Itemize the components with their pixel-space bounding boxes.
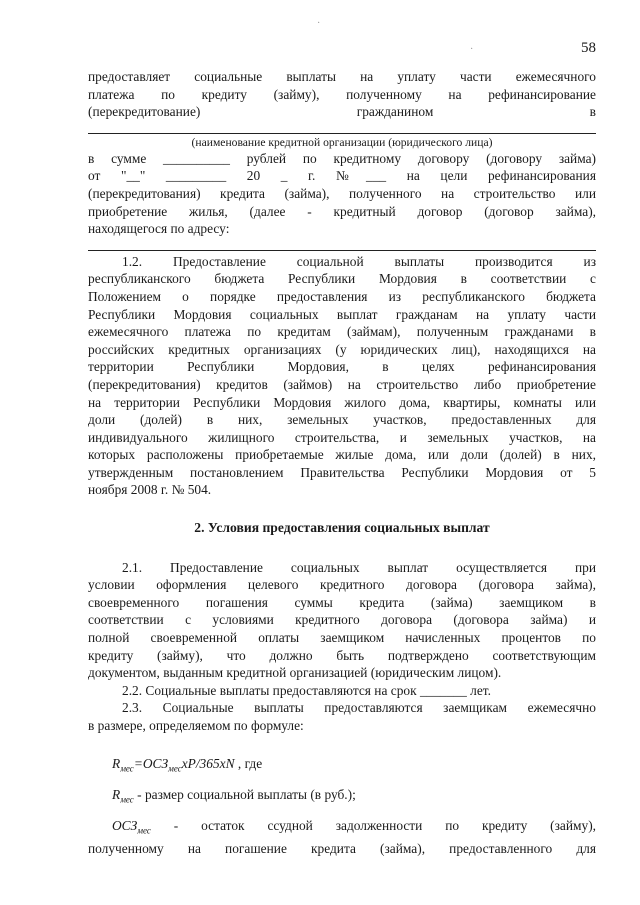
text-line: республиканского бюджета Республики Мордовия в соответствии с — [88, 271, 596, 287]
text-line: полной своевременной оплаты заемщиком начисленных процентов по — [88, 630, 596, 646]
text-line: 2.1. Предоставление социальных выплат осуществляется при — [122, 559, 596, 575]
text-line: территории Республики Мордовия, в целях рефинансирования — [88, 359, 596, 375]
scan-mark: · — [470, 44, 474, 55]
text-line: предоставляет социальные выплаты на уплату части ежемесячного — [88, 69, 596, 84]
text-line: (перекредитование) гражданином в — [88, 104, 596, 120]
scan-mark: · — [317, 18, 321, 29]
text-line: утвержденным постановлением Правительства Республики Мордовия от 5 — [88, 464, 596, 480]
text-line: кредиту (займу), что должно быть подтверждено соответствующим — [88, 647, 596, 663]
blank-line — [88, 121, 596, 134]
text-line: ноября 2008 г. № 504. — [88, 482, 212, 498]
formula-subscript: мес — [120, 763, 134, 774]
text-line: (перекредитования) кредита (займа), полученного на строительство или — [88, 185, 596, 201]
formula-term: =ОСЗ — [133, 755, 169, 771]
definition-subscript: мес — [120, 794, 134, 805]
formula-subscript: мес — [168, 763, 182, 774]
document-body — [88, 68, 596, 858]
blank-line — [88, 238, 596, 251]
text-line: условии оформления целевого кредитного договора (договора займа), — [88, 577, 596, 593]
formula-symbol: R — [112, 755, 121, 771]
paragraph-loan-details — [88, 150, 596, 238]
formula-term: xP/365xN — [181, 755, 235, 771]
text-line: которых расположены приобретаемые жилые дома, или доли (долей) в них, — [88, 447, 596, 463]
text-line: от "__" _________ 20 _ г. №___ на цели рефинансирования — [88, 168, 596, 184]
paragraph-1-2 — [88, 253, 596, 499]
definition-text: - остаток ссудной задолженности по кредиту (займу), — [150, 818, 596, 834]
definition-r — [88, 786, 596, 809]
paragraph-intro — [88, 68, 596, 121]
formula — [112, 755, 596, 778]
field-caption: (наименование кредитной организации (юридического лица) — [191, 135, 493, 149]
text-line: документом, выданным кредитной организацией (юридическим лицом). — [88, 665, 502, 681]
text-line: приобретение жилья, (далее - кредитный договор (договор займа), — [88, 203, 596, 219]
page-number: 58 — [581, 40, 596, 56]
section-heading: 2. Условия предоставления социальных выплат — [194, 520, 490, 536]
text-line: Республики Мордовия социальных выплат гражданам на уплату части — [88, 306, 596, 322]
paragraph-2-1 — [88, 559, 596, 682]
formula-tail: , где — [234, 755, 263, 771]
text-line — [88, 817, 596, 840]
text-line: российских кредитных организациях (у юридических лиц), находящихся на — [88, 341, 596, 357]
text-line: полученному на погашение кредита (займа), предоставленного для — [88, 841, 596, 857]
text-line: Положением о порядке предоставления из республиканского бюджета — [88, 288, 596, 304]
definition-symbol: ОСЗ — [112, 818, 138, 834]
text-line: соответствии с условиями кредитного договора (договора займа) и — [88, 612, 596, 628]
definition-symbol: R — [112, 786, 121, 802]
text-line: ежемесячного платежа по кредитам (займам), полученным гражданами в — [88, 324, 596, 340]
definition-text: - размер социальной выплаты (в руб.); — [133, 786, 356, 802]
text-line: находящегося по адресу: — [88, 221, 230, 237]
text-line: доли (долей) в них, земельных участков, предоставленных для — [88, 412, 596, 428]
text-line: 2.3. Социальные выплаты предоставляются заемщикам ежемесячно — [122, 700, 596, 716]
paragraph-2-3 — [88, 699, 596, 734]
text-line: (перекредитования) кредитов (займов) на строительство либо приобретение — [88, 376, 596, 392]
text-line: на территории Республики Мордовия жилого дома, квартиры, комнаты или — [88, 394, 596, 410]
text-line: 1.2. Предоставление социальной выплаты производится из — [122, 253, 596, 269]
text-line: в размере, определяемом по формуле: — [88, 718, 304, 733]
text-line: индивидуального жилищного строительства, и земельных участков, на — [88, 429, 596, 445]
definition-subscript: мес — [137, 825, 151, 836]
paragraph-2-2: 2.2. Социальные выплаты предоставляются на срок _______ лет. — [122, 682, 491, 698]
definition-osz — [88, 817, 596, 858]
text-line: в сумме __________ рублей по кредитному договору (договору займа) — [88, 150, 596, 166]
text-line: платежа по кредиту (займу), полученному на рефинансирование — [88, 86, 596, 102]
text-line: своевременного погашения суммы кредита (займа) заемщиком в — [88, 594, 596, 610]
